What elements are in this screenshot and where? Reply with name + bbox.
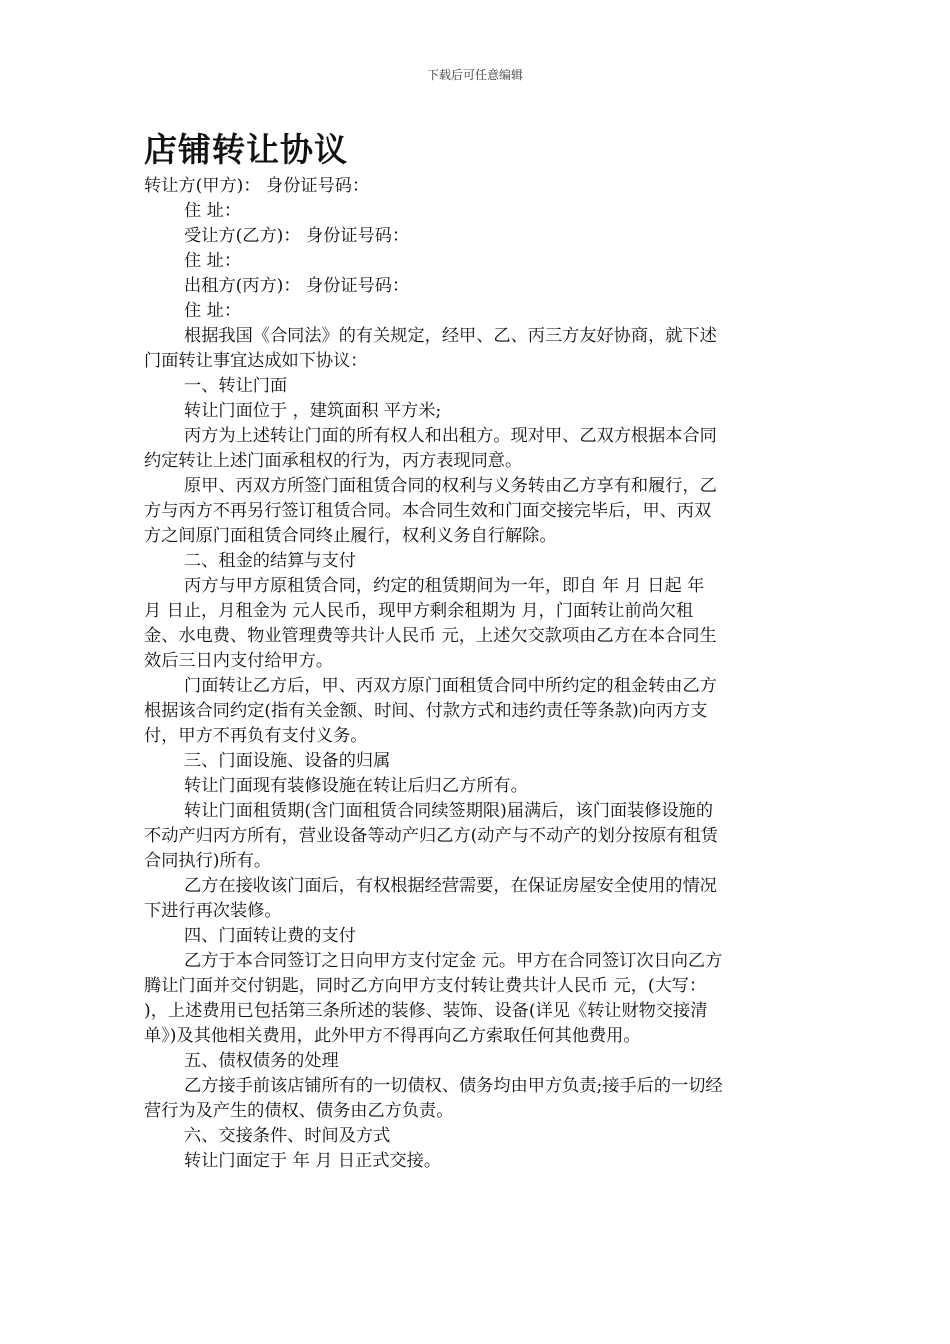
document-line: 门面转让乙方后，甲、丙双方原门面租赁合同中所约定的租金转由乙方 — [184, 676, 717, 696]
document-line: 住 址： — [184, 251, 242, 271]
document-line: 效后三日内支付给甲方。 — [144, 651, 334, 671]
document-line: 约定转让上述门面承租权的行为，丙方表现同意。 — [144, 451, 523, 471]
document-line: 六、交接条件、时间及方式 — [184, 1126, 391, 1146]
document-line: 乙方于本合同签订之日向甲方支付定金 元。甲方在合同签订次日向乙方 — [184, 951, 723, 971]
document-line: 受让方(乙方)： 身份证号码： — [184, 226, 410, 246]
document-line: 营行为及产生的债权、债务由乙方负责。 — [144, 1101, 454, 1121]
document-line: 乙方接手前该店铺所有的一切债权、债务均由甲方负责;接手后的一切经 — [184, 1076, 723, 1096]
document-line: 不动产归丙方所有，营业设备等动产归乙方(动产与不动产的划分按原有租赁 — [144, 826, 718, 846]
document-line: 二、租金的结算与支付 — [184, 551, 356, 571]
document-line: 下进行再次装修。 — [144, 901, 282, 921]
document-line: 出租方(丙方)： 身份证号码： — [184, 276, 410, 296]
document-line: 丙方与甲方原租赁合同，约定的租赁期间为一年，即自 年 月 日起 年 — [184, 576, 705, 596]
document-line: 五、债权债务的处理 — [184, 1051, 339, 1071]
document-line: 转让门面定于 年 月 日正式交接。 — [184, 1151, 442, 1171]
document-line: 根据我国《合同法》的有关规定，经甲、乙、丙三方友好协商，就下述 — [184, 326, 717, 346]
document-line: 一、转让门面 — [184, 376, 288, 396]
document-line: 合同执行)所有。 — [144, 851, 272, 871]
document-line: 单》)及其他相关费用，此外甲方不得再向乙方索取任何其他费用。 — [144, 1026, 641, 1046]
header-note: 下载后可任意编辑 — [426, 68, 523, 82]
document-line: 转让门面租赁期(含门面租赁合同续签期限)届满后，该门面装修设施的 — [184, 801, 714, 821]
document-body — [144, 174, 804, 1174]
document-line: 乙方在接收该门面后，有权根据经营需要，在保证房屋安全使用的情况 — [184, 876, 717, 896]
document-title: 店铺转让协议 — [144, 130, 348, 169]
document-line: 门面转让事宜达成如下协议： — [144, 351, 368, 371]
document-line: 转让门面现有装修设施在转让后归乙方所有。 — [184, 776, 528, 796]
document-line: )，上述费用已包括第三条所述的装修、装饰、设备(详见《转让财物交接清 — [144, 1001, 708, 1021]
document-line: 丙方为上述转让门面的所有权人和出租方。现对甲、乙双方根据本合同 — [184, 426, 717, 446]
document-line: 转让门面位于 ，建筑面积 平方米; — [184, 401, 442, 421]
document-line: 月 日止，月租金为 元人民币，现甲方剩余租期为 月，门面转让前尚欠租 — [144, 601, 694, 621]
document-line: 方之间原门面租赁合同终止履行，权利义务自行解除。 — [144, 526, 557, 546]
document-line: 方与丙方不再另行签订租赁合同。本合同生效和门面交接完毕后，甲、丙双 — [144, 501, 712, 521]
document-line: 原甲、丙双方所签门面租赁合同的权利与义务转由乙方享有和履行，乙 — [184, 476, 717, 496]
document-line: 住 址： — [184, 301, 242, 321]
document-line: 四、门面转让费的支付 — [184, 926, 356, 946]
document-line: 腾让门面并交付钥匙，同时乙方向甲方支付转让费共计人民币 元，(大写： — [144, 976, 707, 996]
document-line: 住 址： — [184, 201, 242, 221]
document-line: 三、门面设施、设备的归属 — [184, 751, 391, 771]
document-line: 金、水电费、物业管理费等共计人民币 元，上述欠交款项由乙方在本合同生 — [144, 626, 717, 646]
document-line: 根据该合同约定(指有关金额、时间、付款方式和违约责任等条款)向丙方支 — [144, 701, 708, 721]
document-line: 转让方(甲方)： 身份证号码： — [144, 176, 370, 196]
document-line: 付，甲方不再负有支付义务。 — [144, 726, 368, 746]
